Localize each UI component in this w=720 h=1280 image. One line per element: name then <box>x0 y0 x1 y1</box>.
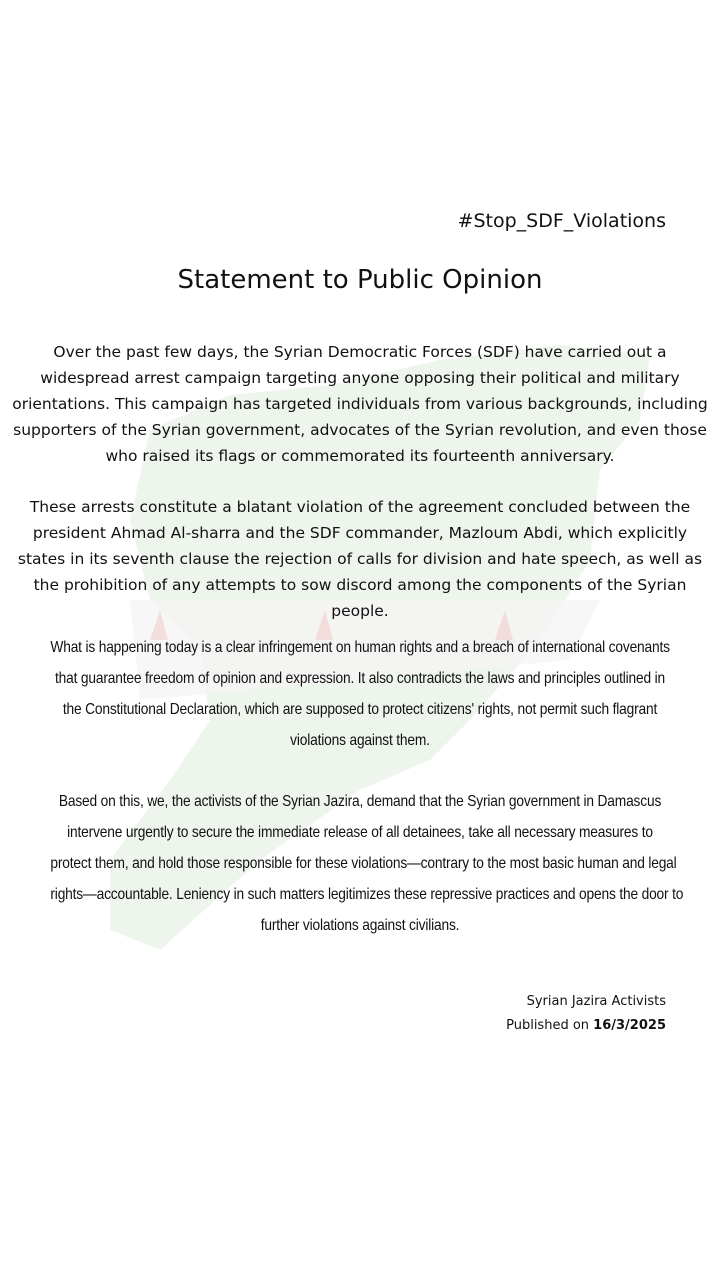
text-line: widespread arrest campaign targeting anyone opposing their political and military <box>40 369 680 387</box>
paragraph-3 <box>50 632 669 756</box>
text-line: the Constitutional Declaration, which are supposed to protect citizens' rights, not permit such flagrant <box>62 701 658 718</box>
hashtag: #Stop_SDF_Violations <box>457 210 666 232</box>
signature <box>506 990 666 1038</box>
page-title: Statement to Public Opinion <box>177 265 543 295</box>
text-line: the prohibition of any attempts to sow discord among the components of the Syrian <box>33 576 687 594</box>
text-line: intervene urgently to secure the immediate release of all detainees, take all necessary measures to <box>67 824 653 841</box>
text-line: orientations. This campaign has targeted individuals from various backgrounds, including <box>12 395 708 413</box>
text-line: rights—accountable. Leniency in such matters legitimizes these repressive practices and opens the door to <box>50 886 684 903</box>
published-label: Published on <box>506 1018 590 1033</box>
text-line: who raised its flags or commemorated its fourteenth anniversary. <box>105 447 615 465</box>
publish-date: 16/3/2025 <box>593 1018 666 1033</box>
paragraph-2 <box>0 494 720 624</box>
text-line: states in its seventh clause the rejection of calls for division and hate speech, as well as <box>17 550 703 568</box>
paragraph-4 <box>50 786 684 941</box>
text-line: supporters of the Syrian government, advocates of the Syrian revolution, and even those <box>13 421 707 439</box>
publish-line <box>506 1014 666 1038</box>
signature-name: Syrian Jazira Activists <box>526 994 666 1009</box>
text-line: What is happening today is a clear infringement on human rights and a breach of international covenants <box>50 639 670 656</box>
text-line: people. <box>331 602 389 620</box>
text-line: further violations against civilians. <box>260 917 460 934</box>
paragraph-1 <box>0 339 720 469</box>
text-line: Based on this, we, the activists of the Syrian Jazira, demand that the Syrian government in Damascus <box>58 793 662 810</box>
text-line: These arrests constitute a blatant violation of the agreement concluded between the <box>29 498 691 516</box>
text-line: that guarantee freedom of opinion and expression. It also contradicts the laws and principles outlined in <box>55 670 665 687</box>
text-line: violations against them. <box>290 732 430 749</box>
text-line: president Ahmad Al-sharra and the SDF commander, Mazloum Abdi, which explicitly <box>32 524 688 542</box>
text-line: Over the past few days, the Syrian Democratic Forces (SDF) have carried out a <box>53 343 667 361</box>
text-line: protect them, and hold those responsible for these violations—contrary to the most basic human and legal <box>50 855 677 872</box>
